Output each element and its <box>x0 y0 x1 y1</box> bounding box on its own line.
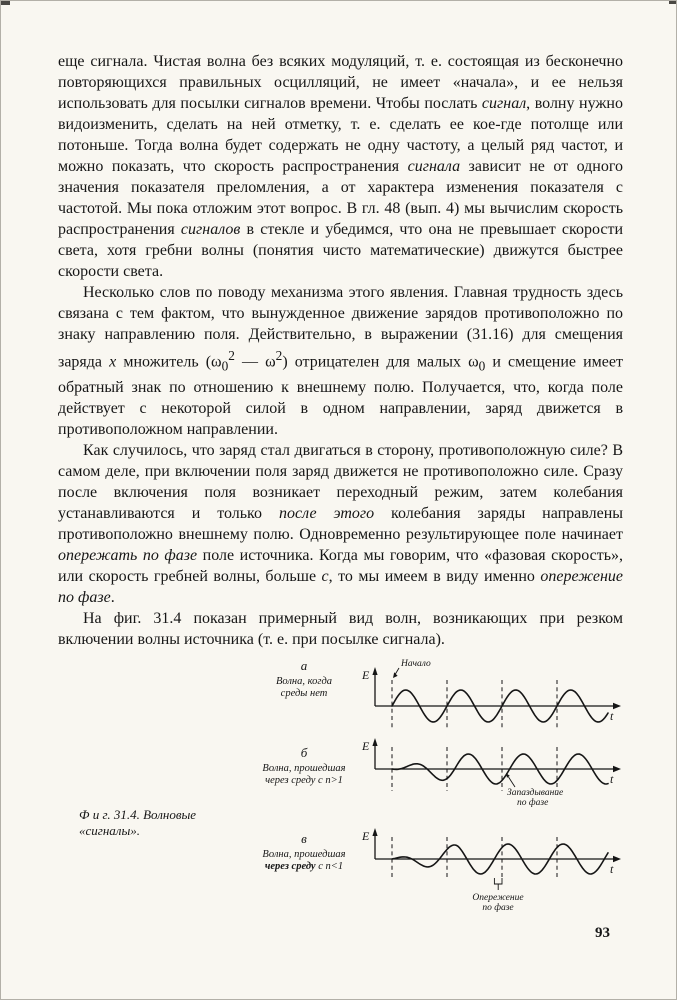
lag-annotation-line1: Запаздывание <box>507 788 564 798</box>
t-axis-label: t <box>610 862 614 876</box>
t-axis-label: t <box>610 709 614 723</box>
e-axis-arrowhead-icon <box>372 828 377 836</box>
lag-annotation-line2: по фазе <box>517 798 549 808</box>
page-number: 93 <box>595 925 610 941</box>
paragraph-1: еще сигнала. Чистая волна без всяких модуляций, т. е. состоящая из бесконечно повторяющихся правильных осцилляций, не имеет «начала», и ее нельзя использовать для посылки сигналов времени. Чтобы послать сигнал, волну нужно видоизменить, сделать на ней отметку, т. е. сделать ее кое-где потолще или потоньше. Тогда волна будет содержать не одну частоту, а целый ряд частот, и можно показать, что скорость распространения сигнала зависит не от одного значения показателя преломления, а от характера изменения показателя с частотой. Мы пока отложим этот вопрос. В гл. 48 (вып. 4) мы вычислим скорость распространения сигналов в стекле и убедимся, что она не превышает скорости света, хотя гребни волны (понятия чисто математические) движутся быстрее скорости света. <box>58 53 623 280</box>
paragraph-3: Как случилось, что заряд стал двигаться в сторону, противоположную силе? В самом деле, при включении поля заряд движется не противоположно силе. Сразу после включения поля возникает переходный режим, затем колебания устанавливаются и только после этого колебания заряды направлены противоположно внешнему полю. Одновременно результирующее поле начинает опережать по фазе поле источника. Когда мы говорим, что «фазовая скорость», или скорость гребней волны, больше c, то мы имеем в виду именно опережение по фазе. <box>58 441 623 606</box>
e-axis-label: E <box>362 829 370 843</box>
t-axis-arrowhead-icon <box>613 766 621 772</box>
diagram-a-description: Волна, когда среды нет <box>275 675 333 699</box>
advance-bracket <box>494 878 502 884</box>
diagram-a-labels <box>251 660 357 701</box>
paragraph-4: На фиг. 31.4 показан примерный вид волн, возникающих при резком включении волны источника (т. е. при посылке сигнала). <box>58 609 623 648</box>
diagram-v-description: Волна, прошедшая через среду с n<1 <box>262 848 346 872</box>
diagram-v-labels <box>251 833 357 874</box>
lag-arrowhead-icon <box>506 773 510 778</box>
scan-artifact <box>669 1 676 4</box>
t-axis-label: t <box>610 772 614 786</box>
diagram-v-plot <box>357 825 627 917</box>
diagram-b-plot <box>357 733 627 811</box>
body-text <box>58 51 623 661</box>
diagram-b-labels <box>251 747 357 788</box>
advance-annotation-line1: Опережение <box>472 893 524 903</box>
t-axis-arrowhead-icon <box>613 856 621 862</box>
t-axis-arrowhead-icon <box>613 703 621 709</box>
start-arrowhead-icon <box>393 672 398 678</box>
paragraph-2: Несколько слов по поводу механизма этого явления. Главная трудность здесь связана с тем фактом, что вынужденное движение зарядов противоположно по знаку направлению поля. Действительно, в выражении (31.16) для смещения заряда x множитель ($\omega_0^2$ — $\omega^2$) отрицателен для малых $\omega_0$ и смещение имеет обратный знак по отношению к внешнему полю. Получается, что, когда поле действует с некоторой силой в одном направлении, заряд движется в противоположном направлении. <box>58 284 623 438</box>
diagram-b-description: Волна, прошедшая через среду с n>1 <box>262 762 346 786</box>
e-axis-arrowhead-icon <box>372 738 377 746</box>
diagram-a-plot <box>357 654 627 734</box>
lag-arrow-line <box>509 777 516 787</box>
start-annotation: Начало <box>401 659 431 669</box>
diagram-v-letter: в <box>301 831 307 846</box>
e-axis-arrowhead-icon <box>372 667 377 675</box>
diagram-a-letter: а <box>300 658 308 673</box>
diagram-b-letter: б <box>300 745 308 760</box>
scan-artifact <box>1 1 10 5</box>
figure-caption: Ф и г. 31.4. Волновые «сигналы». <box>79 807 197 838</box>
e-axis-label: E <box>362 739 370 753</box>
advance-annotation-line2: по фазе <box>482 903 514 913</box>
e-axis-label: E <box>362 668 370 682</box>
